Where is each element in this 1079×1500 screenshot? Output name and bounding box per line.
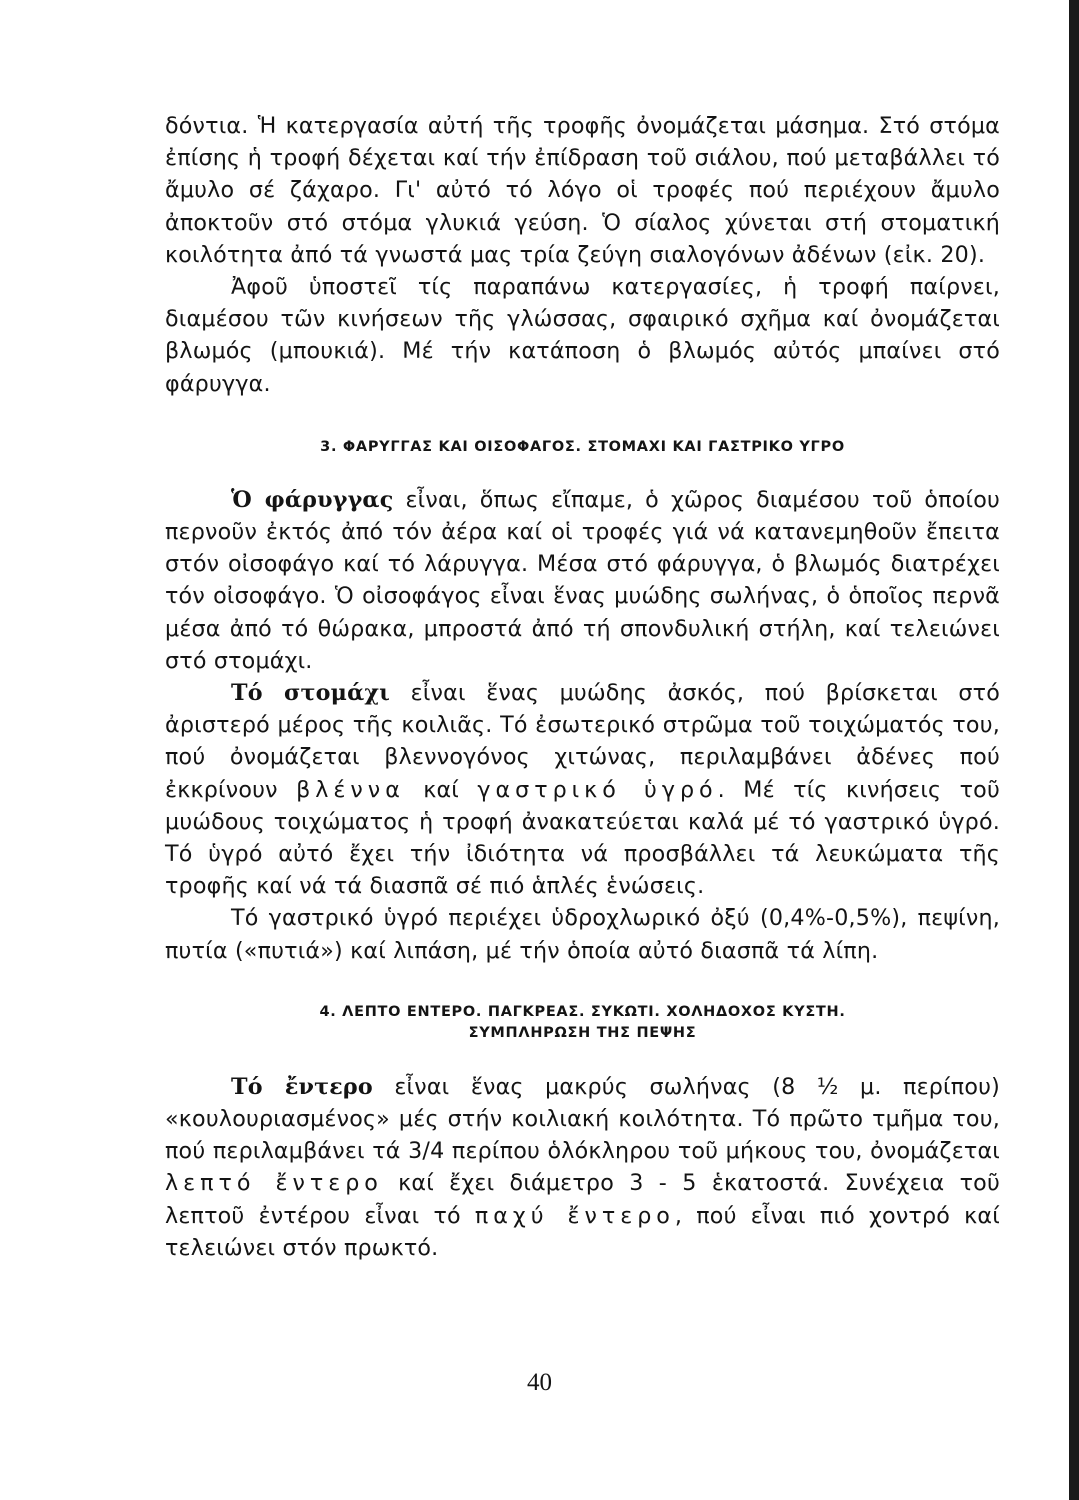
paragraph-mastication: δόντια. Ἡ κατεργασία αὐτή τῆς τροφῆς ὀνομάζεται μάσημα. Στό στόμα ἐπίσης ἡ τροφή δέχεται καί τήν ἐπίδραση τοῦ σιάλου, πού μεταβάλλει τό ἄμυλο σέ ζάχαρο. Γι' αὐτό τό λόγο οἱ τροφές πού περιέχουν ἄμυλο ἀποκτοῦν στό στόμα γλυκιά γεύση. Ὁ σίαλος χύνεται στή στοματική κοιλότητα ἀπό τά γνωστά μας τρία ζεύγη σιαλογόνων ἀδένων (εἰκ. 20). <box>165 113 1000 268</box>
spaced-term-gastric-juice: γαστρικό ὑγρό <box>477 776 718 803</box>
paragraph-stomach-text-b: καί <box>404 776 478 803</box>
term-intestine: Τό ἔντερο <box>231 1073 373 1100</box>
spaced-term-mucus: βλέννα <box>296 776 405 803</box>
page-text <box>165 110 1000 1264</box>
section-heading-4 <box>165 1002 1000 1044</box>
spaced-term-small-intestine: λεπτό ἔντερο <box>165 1170 383 1197</box>
section-heading-4-line-2: ΣΥΜΠΛΗΡΩΣΗ ΤΗΣ ΠΕΨΗΣ <box>468 1024 697 1041</box>
paragraph-pharynx <box>165 484 1000 677</box>
section-heading-4-line-1: 4. ΛΕΠΤΟ ΕΝΤΕΡΟ. ΠΑΓΚΡΕΑΣ. ΣΥΚΩΤΙ. ΧΟΛΗΔΟΧΟΣ ΚΥΣΤΗ. <box>319 1003 846 1020</box>
page-edge <box>1069 0 1079 1500</box>
page-number: 40 <box>527 1369 552 1396</box>
spaced-term-large-intestine: παχύ ἔντερο <box>474 1202 675 1229</box>
section-heading-3: 3. ΦΑΡΥΓΓΑΣ ΚΑΙ ΟΙΣΟΦΑΓΟΣ. ΣΤΟΜΑΧΙ ΚΑΙ ΓΑΣΤΡΙΚΟ ΥΓΡΟ <box>320 438 845 455</box>
term-pharynx: Ὁ φάρυγγας <box>231 486 394 513</box>
paragraph-bolus: Ἀφοῦ ὑποστεῖ τίς παραπάνω κατεργασίες, ἡ τροφή παίρνει, διαμέσου τῶν κινήσεων τῆς γλώσσας, σφαιρικό σχῆμα καί ὀνομάζεται βλωμός (μπουκιά). Μέ τήν κατάποση ὁ βλωμός αὐτός μπαίνει στό φάρυγγα. <box>165 274 1000 397</box>
paragraph-gastric-juice: Τό γαστρικό ὑγρό περιέχει ὑδροχλωρικό ὀξύ (0,4%-0,5%), πεψίνη, πυτία («πυτιά») καί λιπάση, μέ τήν ὁποία αὐτό διασπᾶ τά λίπη. <box>165 905 1000 964</box>
term-stomach: Τό στομάχι <box>231 680 391 707</box>
paragraph-intestine <box>165 1071 1000 1264</box>
paragraph-intestine-text-c: , πού εἶναι πιό χοντρό καί τελειώνει στόν πρωκτό. <box>165 1202 1000 1261</box>
paragraph-stomach-text-c: . Μέ τίς κινήσεις τοῦ μυώδους τοιχώματος ἡ τροφή ἀνακατεύεται καλά μέ τό γαστρικό ὑγρό. Τό ὑγρό αὐτό ἔχει τήν ἰδιότητα νά προσβάλλει τά λευκώματα τῆς τροφῆς καί νά τά διασπᾶ σέ πιό ἁπλές ἑνώσεις. <box>165 776 1000 900</box>
paragraph-stomach <box>165 677 1000 902</box>
paragraph-stomach-text-a: εἶναι ἕνας μυώδης ἀσκός, πού βρίσκεται στό ἀριστερό μέρος τῆς κοιλιᾶς. Τό ἐσωτερικό στρῶμα τοῦ τοιχώματός του, πού ὀνομάζεται βλεννογόνος χιτώνας, περιλαμβάνει ἀδένες πού ἐκκρίνουν <box>165 680 1001 803</box>
paragraph-pharynx-text: εἶναι, ὅπως εἴπαμε, ὁ χῶρος διαμέσου τοῦ ὁποίου περνοῦν ἐκτός ἀπό τόν ἀέρα καί οἱ τροφές γιά νά κατανεμηθοῦν ἔπειτα στόν οἰσοφάγο καί τό λάρυγγα. Μέσα στό φάρυγγα, ὁ βλωμός διατρέχει τόν οἰσοφάγο. Ὁ οἰσοφάγος εἶναι ἕνας μυώδης σωλήνας, ὁ ὁποῖος περνᾶ μέσα ἀπό τό θώρακα, μπροστά ἀπό τή σπονδυλική στήλη, καί τελειώνει στό στομάχι. <box>165 486 1001 674</box>
paragraph-intestine-text-a: εἶναι ἕνας μακρύς σωλήνας (8 ½ μ. περίπου) «κουλουριασμένος» μές στήν κοιλιακή κοιλότητα. Τό πρῶτο τμῆμα του, πού περιλαμβάνει τά 3/4 περίπου ὁλόκληρου τοῦ μήκους του, ὀνομάζεται <box>165 1073 1000 1165</box>
paragraph-intestine-text-b: καί ἔχει διάμετρο 3 - 5 ἑκατοστά. Συνέχεια τοῦ λεπτοῦ ἐντέρου εἶναι τό <box>165 1170 1000 1229</box>
